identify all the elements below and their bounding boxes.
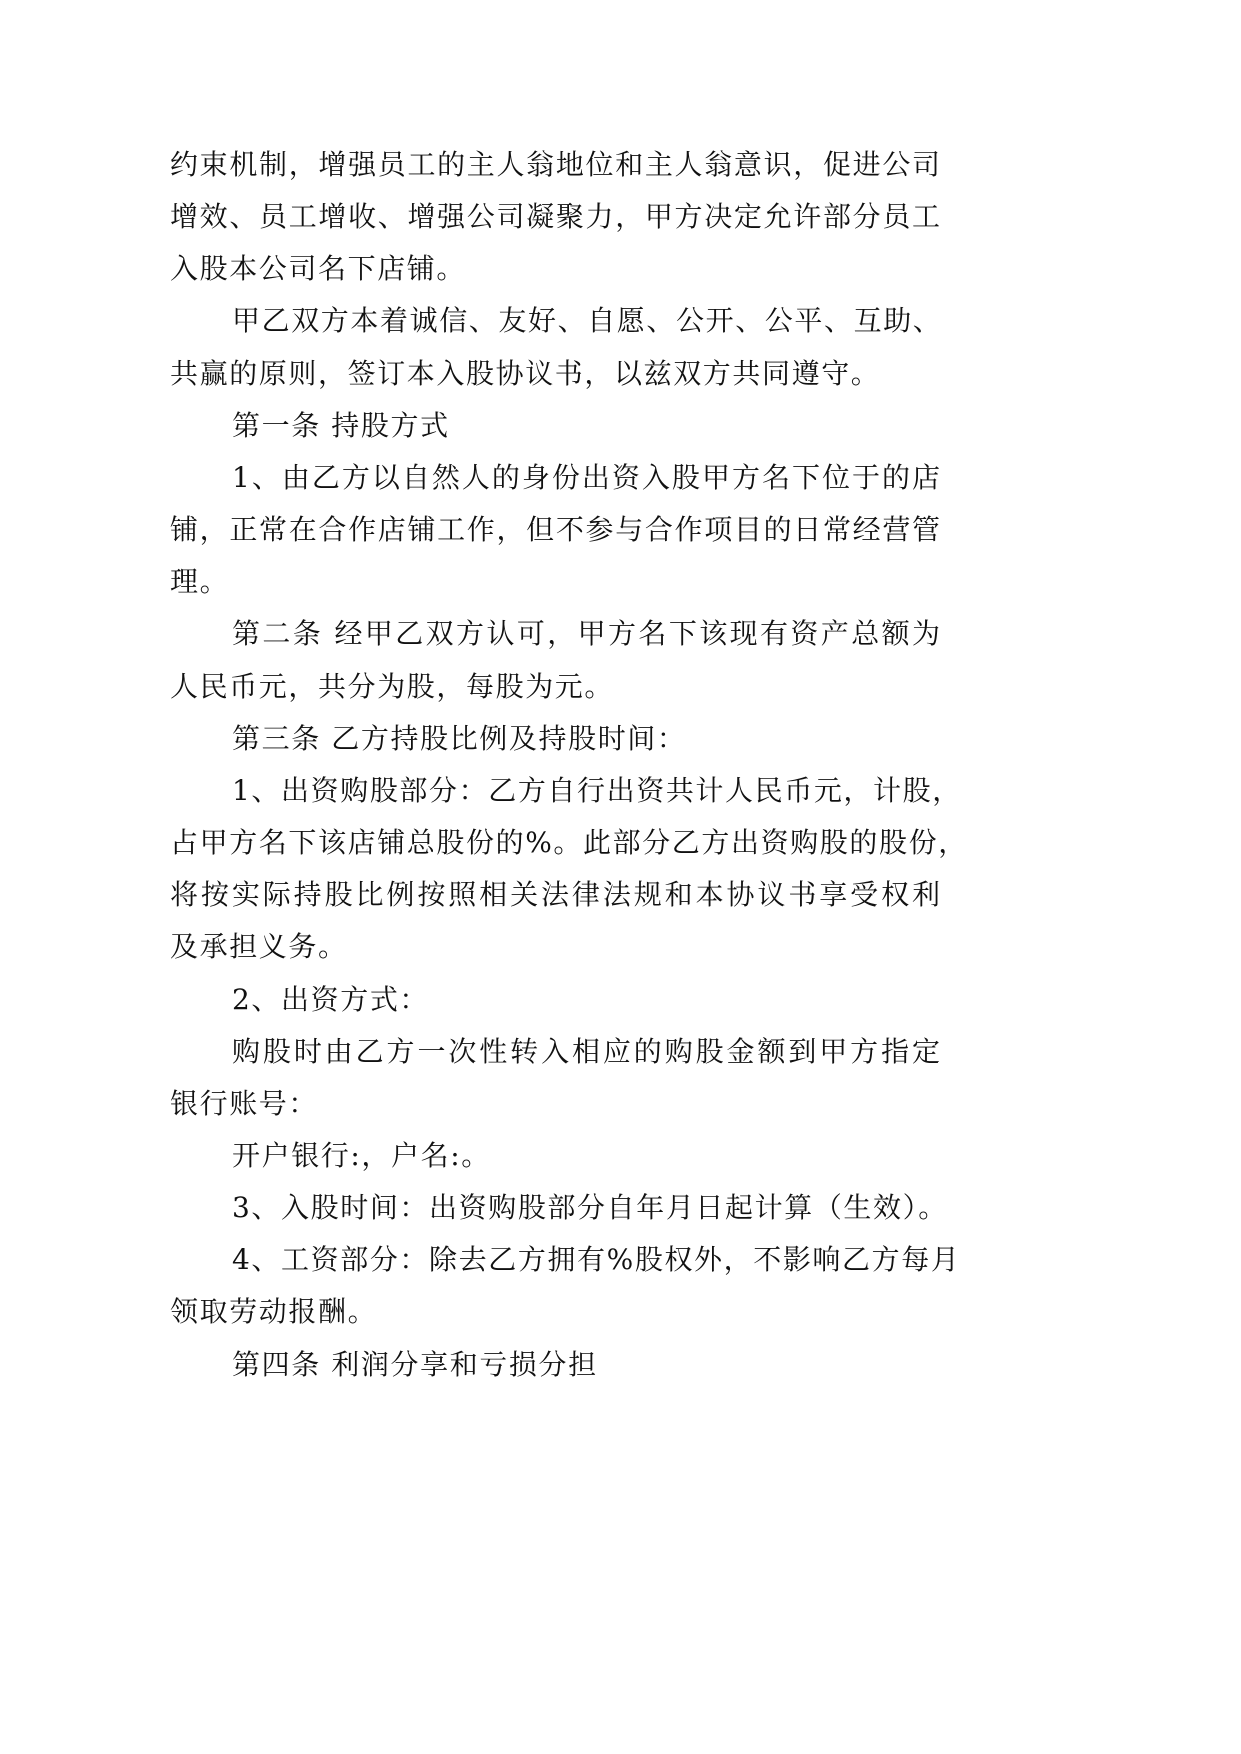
article-3-clause-2-heading (170, 974, 968, 1026)
article-3-clause-2-payment (170, 1026, 968, 1130)
text-line: 第四条 利润分享和亏损分担 (232, 1347, 598, 1381)
text-line: 增效、员工增收、增强公司凝聚力，甲方决定允许部分员工 (170, 200, 942, 234)
text-line: 4、工资部分：除去乙方拥有%股权外，不影响乙方每月 (232, 1243, 961, 1277)
text-line: 第一条 持股方式 (232, 408, 450, 442)
text-line: 铺，正常在合作店铺工作，但不参与合作项目的日常经营管 (170, 513, 942, 547)
text-line: 约束机制，增强员工的主人翁地位和主人翁意识，促进公司 (170, 148, 942, 181)
text-line: 领取劳动报酬。 (170, 1295, 378, 1329)
text-line: 开户银行:，户名:。 (232, 1138, 491, 1172)
text-line: 及承担义务。 (170, 930, 348, 964)
text-line: 购股时由乙方一次性转入相应的购股金额到甲方指定 (232, 1034, 943, 1068)
article-3-heading (170, 713, 968, 765)
article-1-heading (170, 400, 968, 452)
text-line: 理。 (170, 565, 230, 599)
text-line: 入股本公司名下店铺。 (170, 252, 467, 286)
bank-account-line (170, 1130, 968, 1182)
text-line: 1、由乙方以自然人的身份出资入股甲方名下位于的店 (232, 460, 943, 494)
text-line: 1、出资购股部分：乙方自行出资共计人民币元，计股， (232, 773, 962, 807)
document-body (170, 139, 968, 1391)
text-line: 2、出资方式： (232, 982, 430, 1016)
text-line: 人民币元，共分为股，每股为元。 (170, 669, 615, 703)
paragraph-intro-continued (170, 139, 968, 295)
article-4-heading (170, 1339, 968, 1391)
text-line: 第二条 经甲乙双方认可，甲方名下该现有资产总额为 (232, 617, 943, 651)
text-line: 3、入股时间：出资购股部分自年月日起计算（生效）。 (232, 1191, 948, 1225)
text-line: 将按实际持股比例按照相关法律法规和本协议书享受权利 (170, 878, 943, 912)
text-line: 占甲方名下该店铺总股份的%。此部分乙方出资购股的股份， (170, 826, 968, 860)
text-line: 甲乙双方本着诚信、友好、自愿、公开、公平、互助、 (232, 304, 943, 338)
article-1-clause-1 (170, 452, 968, 608)
text-line: 共赢的原则，签订本入股协议书，以兹双方共同遵守。 (170, 356, 881, 390)
text-line: 银行账号： (170, 1086, 319, 1120)
text-line: 第三条 乙方持股比例及持股时间： (232, 721, 687, 755)
article-3-clause-1 (170, 765, 968, 974)
article-2 (170, 608, 968, 712)
article-3-clause-3 (170, 1182, 968, 1234)
paragraph-principles (170, 295, 968, 399)
article-3-clause-4 (170, 1234, 968, 1338)
